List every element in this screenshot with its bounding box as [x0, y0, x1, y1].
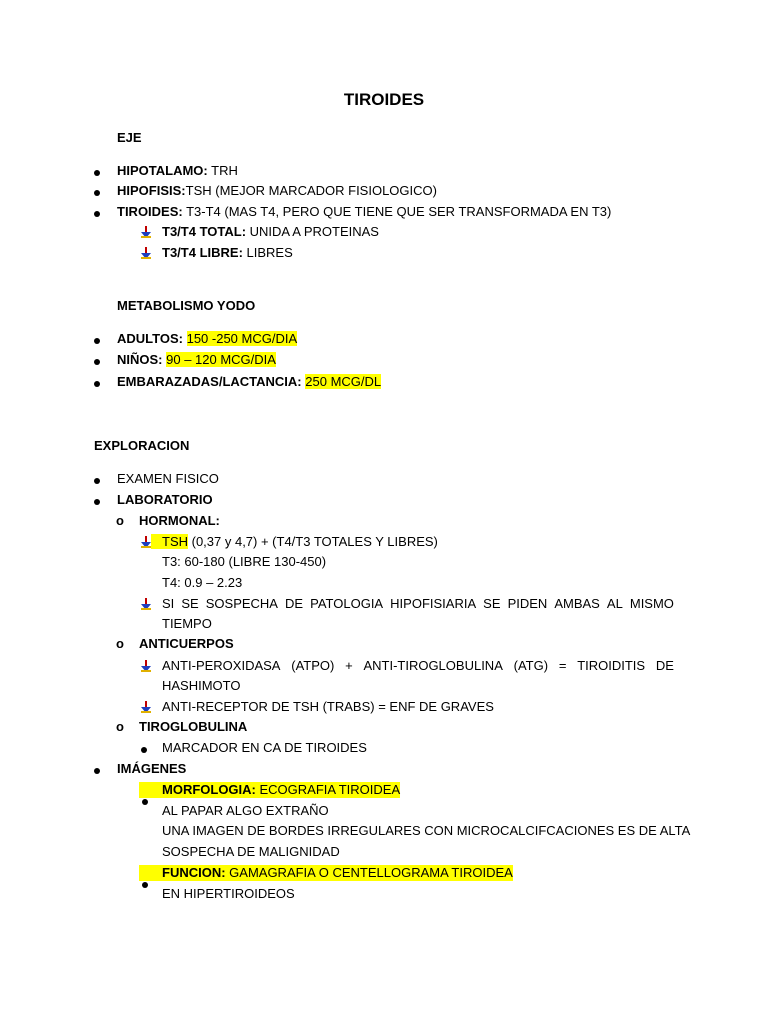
list-item: TIROIDES: T3-T4 (MAS T4, PERO QUE TIENE QUE SER TRANSFORMADA EN T3) — [117, 204, 612, 219]
bullet-o-icon: o — [116, 513, 124, 528]
bullet-o-icon: o — [116, 719, 124, 734]
list-item: ANTI-PEROXIDASA (ATPO) + ANTI-TIROGLOBULINA (ATG) = TIROIDITIS DE — [162, 658, 674, 673]
list-item: HIPOTALAMO: TRH — [117, 163, 238, 178]
list-item: ANTICUERPOS — [139, 636, 234, 651]
list-item: ANTI-RECEPTOR DE TSH (TRABS) = ENF DE GRAVES — [162, 699, 494, 714]
bullet-dot-icon — [94, 381, 100, 387]
list-item: EXAMEN FISICO — [117, 471, 219, 486]
list-item: UNA IMAGEN DE BORDES IRREGULARES CON MICROCALCIFCACIONES ES DE ALTA — [162, 823, 691, 838]
bullet-dot-icon — [94, 359, 100, 365]
bullet-dot-icon — [94, 768, 100, 774]
list-item: ADULTOS: 150 -250 MCG/DIA — [117, 331, 298, 346]
list-item: T3/T4 LIBRE: LIBRES — [162, 245, 293, 260]
list-item: AL PAPAR ALGO EXTRAÑO — [162, 803, 329, 818]
list-item: LABORATORIO — [117, 492, 213, 507]
list-item: EN HIPERTIROIDEOS — [162, 886, 295, 901]
bullet-dot-icon — [94, 478, 100, 484]
list-item: TIROGLOBULINA — [139, 719, 248, 734]
list-item: TSH (0,37 y 4,7) + (T4/T3 TOTALES Y LIBRES) — [151, 534, 438, 550]
bullet-dot-icon — [94, 190, 100, 196]
bullet-o-icon: o — [116, 636, 124, 651]
bullet-dot-icon — [142, 882, 148, 888]
section-heading-metabolismo: METABOLISMO YODO — [117, 298, 256, 313]
arrow-bullet-icon — [141, 660, 151, 672]
list-item: T3/T4 TOTAL: UNIDA A PROTEINAS — [162, 224, 379, 239]
list-item: HASHIMOTO — [162, 678, 241, 693]
bullet-dot-icon — [94, 338, 100, 344]
bullet-dot-icon — [94, 499, 100, 505]
arrow-bullet-icon — [141, 226, 151, 238]
list-item: IMÁGENES — [117, 761, 187, 776]
bullet-dot-icon — [94, 170, 100, 176]
section-heading-eje: EJE — [117, 130, 142, 145]
list-item: EMBARAZADAS/LACTANCIA: 250 MCG/DL — [117, 374, 382, 389]
list-item: TIEMPO — [162, 616, 212, 631]
list-item: SOSPECHA DE MALIGNIDAD — [162, 844, 340, 859]
list-item: MORFOLOGIA: ECOGRAFIA TIROIDEA — [139, 782, 400, 798]
list-item: FUNCION: GAMAGRAFIA O CENTELLOGRAMA TIROIDEA — [139, 865, 513, 881]
list-item: NIÑOS: 90 – 120 MCG/DIA — [117, 352, 276, 367]
list-item: MARCADOR EN CA DE TIROIDES — [162, 740, 367, 755]
bullet-dot-icon — [141, 747, 147, 753]
page-title: TIROIDES — [343, 90, 425, 109]
bullet-dot-icon — [94, 211, 100, 217]
list-item: HORMONAL: — [139, 513, 220, 528]
arrow-bullet-icon — [141, 247, 151, 259]
section-heading-exploracion: EXPLORACION — [94, 438, 190, 453]
arrow-bullet-icon — [141, 701, 151, 713]
list-item: SI SE SOSPECHA DE PATOLOGIA HIPOFISIARIA SE PIDEN AMBAS AL MISMO — [162, 596, 674, 611]
list-item: T4: 0.9 – 2.23 — [162, 575, 243, 590]
list-item: T3: 60-180 (LIBRE 130-450) — [162, 554, 327, 569]
list-item: HIPOFISIS:TSH (MEJOR MARCADOR FISIOLOGICO) — [117, 183, 437, 198]
bullet-dot-icon — [142, 799, 148, 805]
arrow-bullet-icon — [141, 598, 151, 610]
arrow-bullet-icon — [141, 536, 151, 548]
